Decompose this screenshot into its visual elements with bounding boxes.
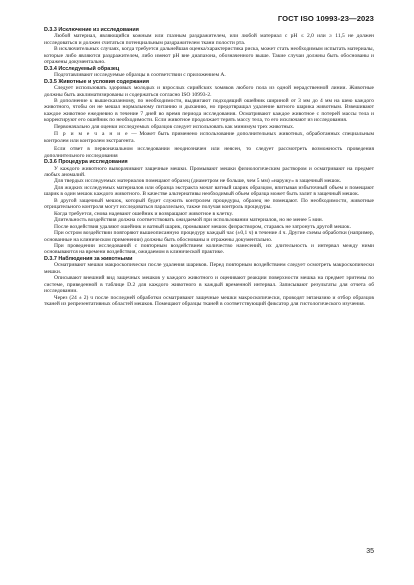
body-paragraph: Любой материал, являющийся кожным или глазным раздражителем, или любой материал с pH ≤ 2,0 или ≥ 11,5 не должен исследоваться и должен считаться потенциальным раздражителем ткани полости рта. bbox=[44, 33, 374, 46]
body-paragraph: Осматривают мешки макроскопически после удаления шариков. Перед повторным воздействием следует осмотреть макроскопически мешки. bbox=[44, 262, 374, 275]
body-paragraph: В другой защечный мешок, который будет служить контролем процедуры, образец не помещают. По необходимости, животные отрицательного контроля могут исследоваться параллельно, также получая контроль процедуры. bbox=[44, 197, 374, 211]
body-paragraph: Для жидких исследуемых материалов или образца экстракта мочат ватный шарик образцом, впитывая избыточный объем и помещают шарик в один мешок каждого животного. В качестве альтернативы необходимый объем образца может быть залит в защечный мешок. bbox=[44, 184, 374, 198]
body-paragraph: В исключительных случаях, когда требуется дальнейшая оценка/характеристика риска, может стать необходимым испытать материалы, которые либо являются раздражителем, либо имеют pH вне диапазона, обозначенного выше. Такие случаи должны быть обоснованы и отражены документально. bbox=[44, 46, 374, 66]
body-paragraph: В дополнение к вышесказанному, по необходимости, выдвигают подходящий ошейник шириной от 3 мм до 4 мм на шею каждого животного, чтобы он не мешал нормальному питанию и дыханию, но предотвращал удаление ватного шарика животным. Взвешивают каждое животное ежедневно в течение 7 дней во время периода исследования. Осматривают каждое животное с потерей массы тела и корректируют его ошейник по необходимости. Если животное продолжает терять массу тела, то его исключают из исследования. bbox=[44, 97, 374, 124]
section-heading: D.3.5 Животные и условия содержания bbox=[44, 78, 150, 85]
note-paragraph bbox=[44, 131, 374, 144]
body-paragraph: После воздействия удаляют ошейник и ватный шарик, промывают мешок физраствором, стараясь не затронуть другой мешок. bbox=[54, 223, 351, 230]
body-paragraph: Описывают внешний вид защечных мешков у каждого животного и оценивают реакции поверхности мешка на предмет эритемы по системе, приведенной в таблице D.2 для каждого животного в каждый временной интервал. Записывают результаты для отчета об исследовании. bbox=[44, 275, 374, 295]
page-number: 35 bbox=[366, 548, 374, 555]
body-paragraph: При остром воздействии повторяют вышеописанную процедуру каждый час (±0,1 ч) в течение 4 ч. Другие схемы обработки (например, основанные на клиническом применении) должны быть обоснованы и отражены документально. bbox=[44, 230, 374, 243]
section-heading: D.3.7 Наблюдения за животными bbox=[44, 255, 133, 262]
section-heading: D.3.4 Исследуемый образец bbox=[44, 65, 120, 72]
body-paragraph: Следует использовать здоровых молодых и взрослых сирийских хомяков любого пола из одной нерадственной линии. Животные должны быть акклиматизированы и содержаться согласно ISO 10993-2. bbox=[44, 85, 374, 98]
body-paragraph: Для твердых исследуемых материалов помещают образец (диаметром не больше, чем 5 мм) «наружу» в защечный мешок. bbox=[54, 178, 342, 185]
body-paragraph: Когда требуется, снова надевают ошейник и возвращают животное в клетку. bbox=[54, 210, 233, 217]
section-heading: D.3.3 Исключение из исследования bbox=[44, 27, 139, 33]
body-paragraph: При проведении исследований с повторным воздействием количество нанесений, их длительность и интервал между ними основываются на времени воздействия, ожидаемом в клинической практике. bbox=[44, 242, 374, 256]
body-paragraph: Подготавливают исследуемые образцы в соответствии с приложением А. bbox=[54, 72, 226, 79]
note-text: — Может быть применено использование дополнительных животных, обработанных специальным контролем или контролем экстрагента. bbox=[44, 131, 374, 144]
note-label: П р и м е ч а н и е bbox=[54, 131, 129, 138]
standard-header: ГОСТ ISO 10993-23—2023 bbox=[277, 14, 374, 23]
body-paragraph: У каждого животного выворачивают защечные мешки. Промывают мешки физиологическим раствором и осматривают на предмет любых аномалий. bbox=[44, 165, 374, 178]
body-paragraph: Через (24 ± 2) ч после последней обработки осматривают защечные мешки макроскопически, проводят эвтаназию и отбор образцов тканей из репрезентативных областей мешков. Помещают образцы тканей в соответствующий фиксатор для гистологического изучения. bbox=[44, 294, 374, 308]
body-paragraph: Первоначально для оценки исследуемых образцов следует использовать как минимум трех животных. bbox=[54, 123, 295, 130]
body-paragraph: Если ответ в первоначальном исследовании неоднозначен или неясен, то следует рассмотреть возможность проведения дополнительного исследования bbox=[44, 146, 374, 159]
body-paragraph: Длительность воздействия должна соответствовать ожидаемой при использовании материалов, но не менее 5 мин. bbox=[54, 217, 324, 224]
section-heading: D.3.6 Процедура исследования bbox=[44, 159, 128, 166]
document-body bbox=[44, 27, 374, 307]
